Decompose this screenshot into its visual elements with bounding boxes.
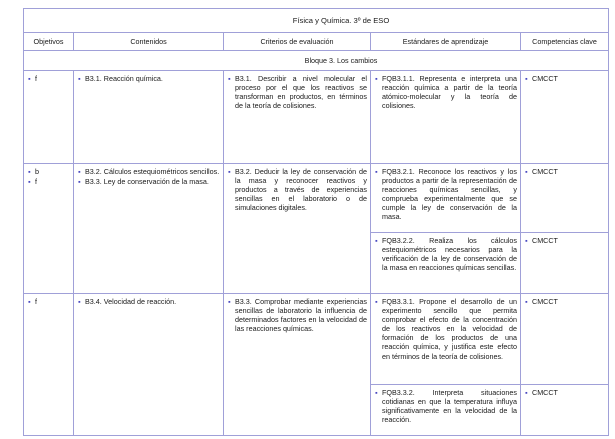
bullet-icon: ▪ — [78, 74, 81, 83]
bullet-icon: ▪ — [228, 167, 231, 176]
bullet-icon: ▪ — [375, 167, 378, 176]
contenido-item: ▪ B3.3. Ley de conservación de la masa. — [78, 177, 209, 187]
subject-spacer-cell — [24, 9, 74, 33]
estandar-item: ▪ FQB3.3.2. Interpreta situaciones cotidianas en que la temperatura influya significativamente en la velocidad de la reacción. — [375, 388, 517, 425]
competencia-cell — [521, 164, 609, 233]
header-estandares: Estándares de aprendizaje — [371, 33, 521, 51]
contenido-item: ▪ B3.4. Velocidad de reacción. — [78, 297, 177, 306]
competencia-item: ▪ CMCCT — [525, 74, 558, 83]
column-header-row — [24, 33, 609, 51]
estandar-item: ▪ FQB3.2.2. Realiza los cálculos estequiométricos necesarios para la verificación de la ley de conservación de la masa en reacciones químicas sencillas. — [375, 236, 517, 273]
bullet-icon: ▪ — [228, 74, 231, 83]
bullet-icon: ▪ — [28, 177, 31, 187]
table-row — [24, 71, 609, 164]
competencia-cell — [521, 385, 609, 436]
contenido-item: ▪ B3.2. Cálculos estequiométricos sencillos. — [78, 167, 220, 176]
estandar-cell — [371, 164, 521, 233]
bullet-icon: ▪ — [375, 236, 378, 245]
bullet-icon: ▪ — [78, 297, 81, 306]
bullet-icon: ▪ — [525, 74, 528, 83]
bullet-icon: ▪ — [28, 167, 31, 176]
estandar-cell — [371, 233, 521, 294]
bullet-icon: ▪ — [525, 297, 528, 306]
bullet-icon: ▪ — [525, 167, 528, 176]
table-row — [24, 164, 609, 233]
header-objetivos: Objetivos — [24, 33, 74, 51]
contenidos-cell — [74, 294, 224, 436]
objetivos-cell — [24, 164, 74, 294]
bullet-icon: ▪ — [28, 74, 31, 83]
criterio-cell — [224, 71, 371, 164]
competencia-item: ▪ CMCCT — [525, 388, 558, 397]
bullet-icon: ▪ — [228, 297, 231, 306]
objetivos-cell — [24, 294, 74, 436]
competencia-cell — [521, 294, 609, 385]
criterio-item: ▪ B3.2. Deducir la ley de conservación de la masa y reconocer reactivos y productos a través de experiencias sencillas en el laboratorio o de simulaciones digitales. — [228, 167, 367, 213]
estandar-item: ▪ FQB3.3.1. Propone el desarrollo de un experimento sencillo que permita comprobar el efecto de la concentración de los reactivos en la velocidad de formación de los productos de una reacción química, y justifica este efecto en términos de la teoría de colisiones. — [375, 297, 517, 361]
bullet-icon: ▪ — [375, 74, 378, 83]
bullet-icon: ▪ — [375, 388, 378, 397]
table-row — [24, 294, 609, 385]
competencia-item: ▪ CMCCT — [525, 236, 558, 245]
competencia-item: ▪ CMCCT — [525, 297, 558, 306]
subject-row — [24, 9, 609, 33]
estandar-item: ▪ FQB3.2.1. Reconoce los reactivos y los productos a partir de la representación de reacciones químicas sencillas, y comprueba experimentalmente que se cumple la ley de conservación de la masa. — [375, 167, 517, 222]
curriculum-table — [23, 8, 609, 436]
criterio-item: ▪ B3.3. Comprobar mediante experiencias sencillas de laboratorio la influencia de determinados factores en la velocidad de las reacciones químicas. — [228, 297, 367, 334]
contenido-item: ▪ B3.1. Reacción química. — [78, 74, 163, 83]
header-contenidos: Contenidos — [74, 33, 224, 51]
bullet-icon: ▪ — [375, 297, 378, 306]
bullet-icon: ▪ — [525, 388, 528, 397]
objetivo-item: ▪ f — [28, 177, 37, 187]
objetivo-item: ▪ f — [28, 297, 37, 306]
criterio-item: ▪ B3.1. Describir a nivel molecular el proceso por el que los reactivos se transforman en productos, en términos de la teoría de colisiones. — [228, 74, 367, 111]
objetivo-item: ▪ f — [28, 74, 37, 83]
bullet-icon: ▪ — [28, 297, 31, 306]
competencia-cell — [521, 71, 609, 164]
criterio-cell — [224, 164, 371, 294]
bullet-icon: ▪ — [78, 177, 81, 187]
header-criterios: Criterios de evaluación — [224, 33, 371, 51]
bullet-icon: ▪ — [78, 167, 81, 176]
header-competencias: Competencias clave — [521, 33, 609, 51]
estandar-cell — [371, 385, 521, 436]
block-title: Bloque 3. Los cambios — [74, 51, 609, 71]
criterio-cell — [224, 294, 371, 436]
contenidos-cell — [74, 164, 224, 294]
contenidos-cell — [74, 71, 224, 164]
competencia-cell — [521, 233, 609, 294]
estandar-item: ▪ FQB3.1.1. Representa e interpreta una reacción química a partir de la teoría atómico-molecular y la teoría de colisiones. — [375, 74, 517, 111]
bullet-icon: ▪ — [525, 236, 528, 245]
block-row — [24, 51, 609, 71]
estandar-cell — [371, 71, 521, 164]
estandar-cell — [371, 294, 521, 385]
subject-title: Física y Química. 3º de ESO — [74, 9, 609, 33]
objetivos-cell — [24, 71, 74, 164]
competencia-item: ▪ CMCCT — [525, 167, 558, 176]
block-spacer-cell — [24, 51, 74, 71]
objetivo-item: ▪ b — [28, 167, 39, 176]
